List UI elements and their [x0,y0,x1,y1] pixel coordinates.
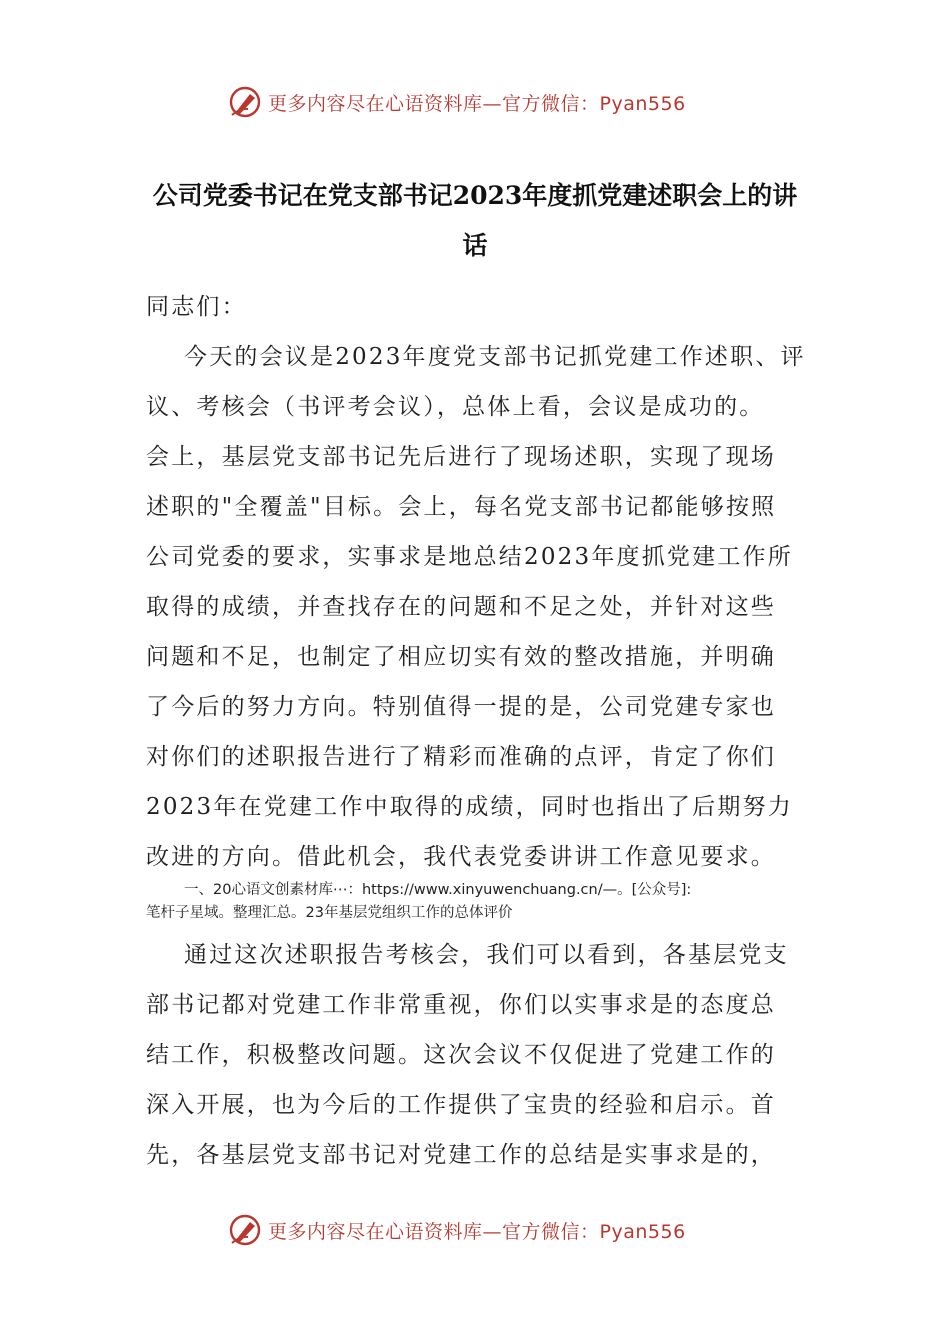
body-line: 通过这次述职报告考核会，我们可以看到，各基层党支 [184,942,789,968]
body-line: 部书记都对党建工作非常重视，你们以实事求是的态度总 [146,992,776,1018]
footer-banner [228,1210,728,1250]
body-line: 结工作，积极整改问题。这次会议不仅促进了党建工作的 [146,1042,776,1068]
header-banner-text: 更多内容尽在心语资料库—官方微信：Pyan556 [268,92,686,115]
pen-nib-logo-icon [228,85,262,119]
body-line: 今天的会议是2023年度党支部书记抓党建工作述职、评 [184,344,806,370]
section-heading-note-line-2: 笔杆子星域。整理汇总。23年基层党组织工作的总体评价 [146,905,513,921]
section-heading-note-line-1: 一、20心语文创素材库⋯：https://www.xinyuwenchuang.cn/—。[公众号]: [184,882,692,898]
document-title-line-2: 话 [462,231,488,260]
footer-wechat-id: Pyan556 [599,1220,686,1243]
body-line: 问题和不足，也制定了相应切实有效的整改措施，并明确 [146,644,776,670]
salutation: 同志们： [146,294,247,320]
body-line: 改进的方向。借此机会，我代表党委讲讲工作意见要求。 [146,844,776,870]
pen-nib-logo-icon [228,1213,262,1247]
body-line: 深入开展，也为今后的工作提供了宝贵的经验和启示。首 [146,1092,776,1118]
body-line: 2023年在党建工作中取得的成绩，同时也指出了后期努力 [146,794,793,820]
body-line: 了今后的努力方向。特别值得一提的是，公司党建专家也 [146,694,776,720]
body-line: 会上，基层党支部书记先后进行了现场述职，实现了现场 [146,444,776,470]
document-title-line-1: 公司党委书记在党支部书记2023年度抓党建述职会上的讲 [152,181,798,210]
body-line: 议、考核会（书评考会议），总体上看，会议是成功的。 [146,394,765,420]
body-line: 对你们的述职报告进行了精彩而准确的点评，肯定了你们 [146,744,776,770]
body-line: 述职的"全覆盖"目标。会上，每名党支部书记都能够按照 [146,494,777,520]
body-line: 公司党委的要求，实事求是地总结2023年度抓党建工作所 [146,544,793,570]
body-line: 先，各基层党支部书记对党建工作的总结是实事求是的， [146,1142,776,1168]
header-banner [228,82,728,122]
body-line: 取得的成绩，并查找存在的问题和不足之处，并针对这些 [146,594,776,620]
footer-banner-text: 更多内容尽在心语资料库—官方微信：Pyan556 [268,1220,686,1243]
header-wechat-id: Pyan556 [599,92,686,115]
